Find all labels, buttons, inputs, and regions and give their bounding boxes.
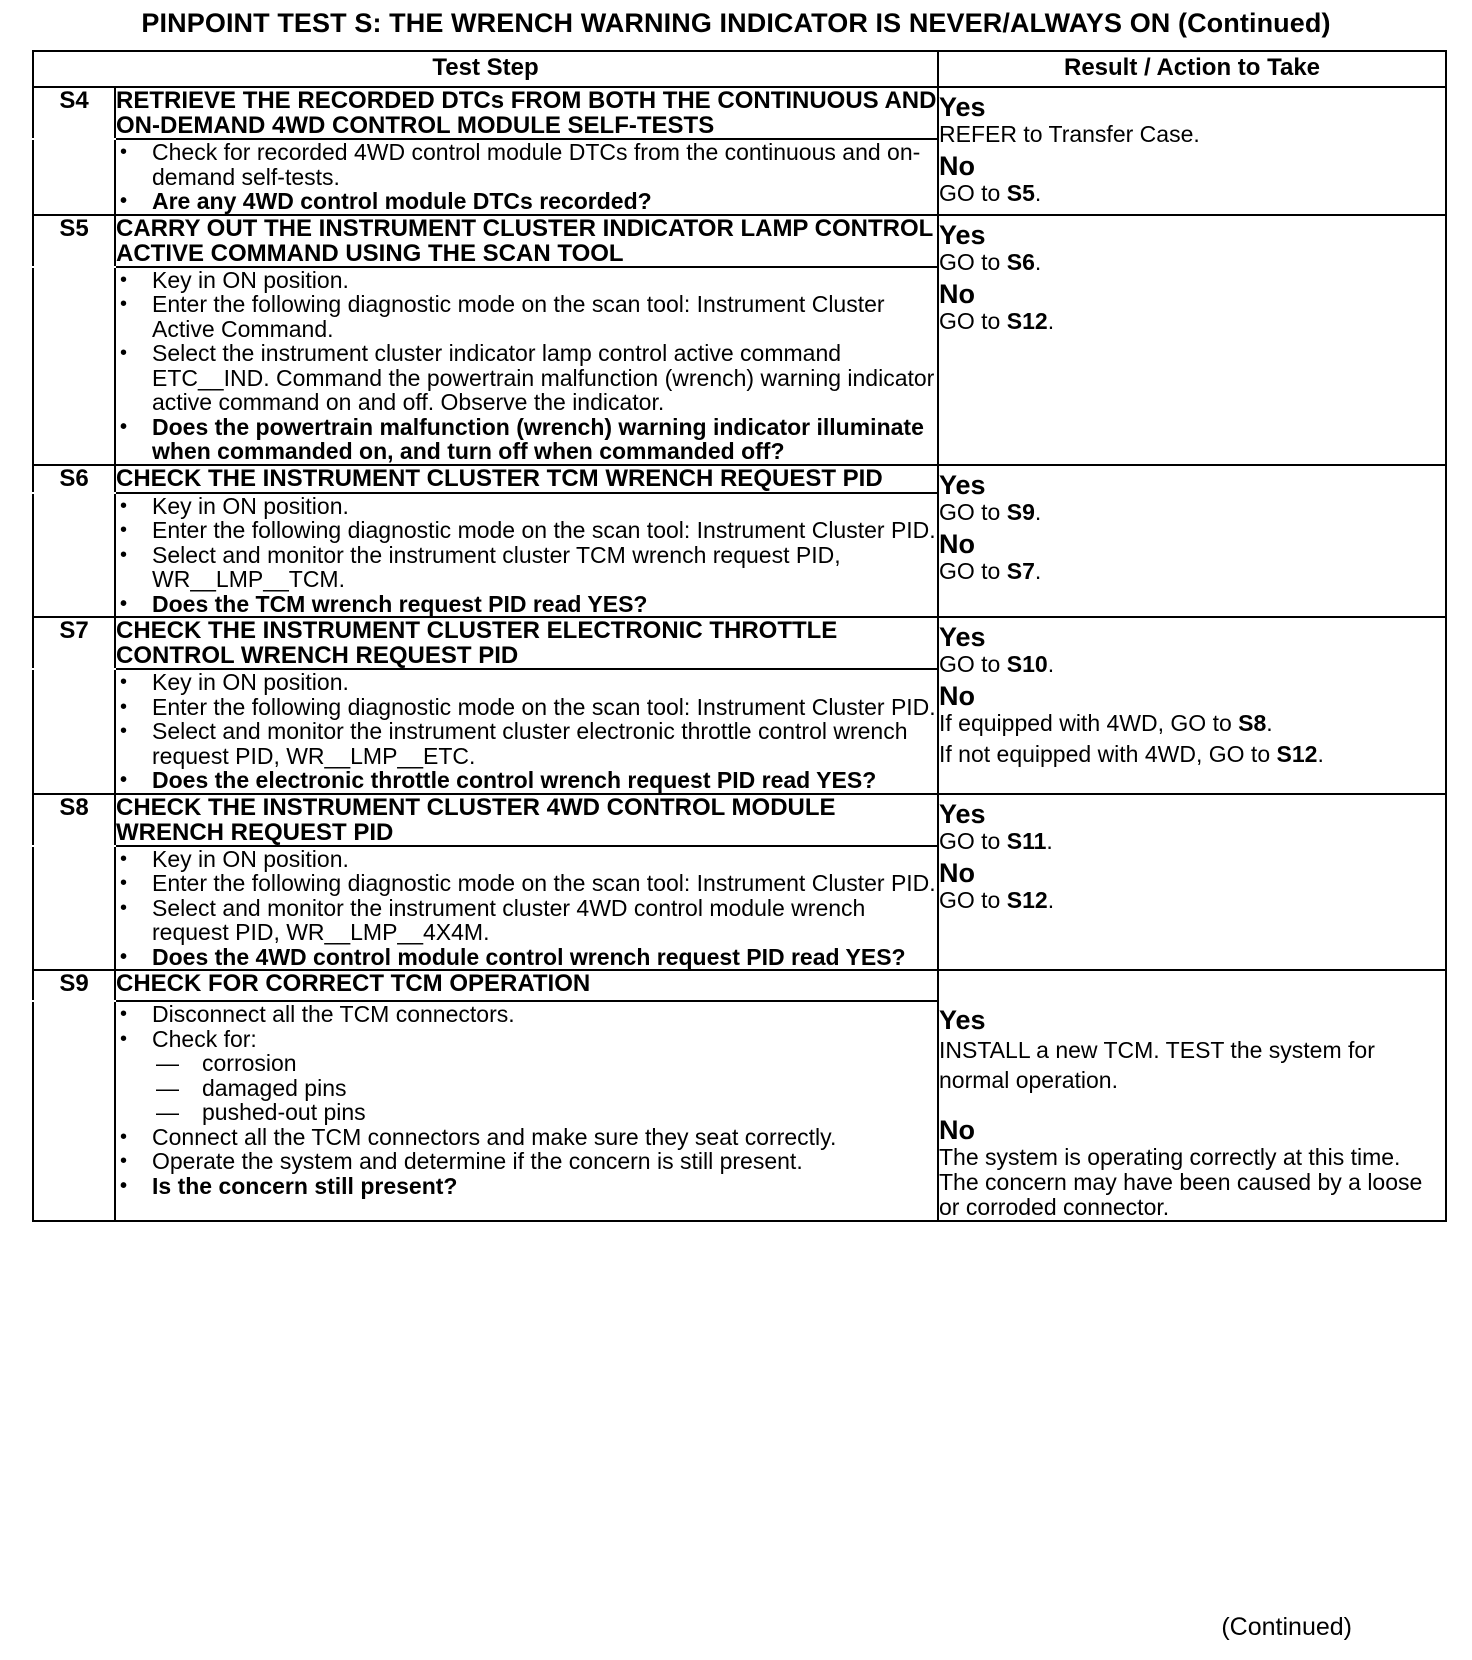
yes-action: GO to S10. [939,651,1055,677]
sub-list-item: — corrosion [156,1050,297,1077]
step-id: S6 [33,465,115,493]
yes-label: Yes [939,622,986,652]
step-title: CARRY OUT THE INSTRUMENT CLUSTER INDICATOR LAMP CONTROL ACTIVE COMMAND USING THE SCAN TOOL [115,215,938,267]
list-item-question: • Is the concern still present? [120,1172,458,1199]
step-title-row [33,215,1446,267]
no-label: No [939,681,975,711]
list-item: • Enter the following diagnostic mode on the scan tool: Instrument Cluster PID. [120,693,936,720]
step-title: CHECK THE INSTRUMENT CLUSTER TCM WRENCH REQUEST PID [115,465,938,493]
step-title-row [33,465,1446,493]
continued-footer: (Continued) [1221,1613,1352,1641]
pinpoint-test-table [32,50,1447,1222]
list-item: • Operate the system and determine if the concern is still present. [120,1148,803,1175]
step-title: CHECK THE INSTRUMENT CLUSTER 4WD CONTROL MODULE WRENCH REQUEST PID [115,794,938,846]
yes-label: Yes [939,219,986,250]
list-item-question: • Does the TCM wrench request PID read YES? [120,590,648,617]
no-action-no-4wd: If not equipped with 4WD, GO to S12. [939,741,1324,767]
step-title-row [33,617,1446,669]
yes-label: Yes [939,1005,986,1035]
list-item: • Key in ON position. [120,845,349,872]
no-action: GO to S12. [939,307,1055,334]
list-item: • Enter the following diagnostic mode on the scan tool: Instrument Cluster PID. [120,870,936,896]
list-item-question: • Does the 4WD control module control wrench request PID read YES? [120,943,906,970]
step-title-row [33,794,1446,846]
header-result: Result / Action to Take [938,51,1446,87]
step-result [938,465,1446,618]
step-body [115,267,938,465]
step-id: S8 [33,794,115,846]
list-item-question: • Does the powertrain malfunction (wrench) warning indicator illuminate when commanded on, and turn off when commanded off? [120,413,924,464]
yes-action: GO to S9. [939,498,1042,525]
list-item: • Key in ON position. [120,266,349,293]
list-item: • Select and monitor the instrument cluster electronic throttle control wrench request PID, WR__LMP__ETC. [120,718,908,769]
yes-label: Yes [939,469,986,500]
step-result [938,970,1446,1221]
page-title: PINPOINT TEST S: THE WRENCH WARNING INDICATOR IS NEVER/ALWAYS ON (Continued) [141,8,1331,38]
yes-label: Yes [939,798,986,829]
no-action: The system is operating correctly at this time. The concern may have been caused by a loose or corroded connector. [939,1144,1423,1220]
yes-action: GO to S11. [939,827,1053,854]
header-test-step: Test Step [33,51,938,87]
list-item: • Connect all the TCM connectors and make sure they seat correctly. [120,1123,837,1150]
step-title: CHECK FOR CORRECT TCM OPERATION [115,970,938,1001]
step-result [938,215,1446,465]
no-label: No [939,857,975,888]
yes-label: Yes [939,92,986,122]
table-header-row [33,51,1446,87]
list-item: • Disconnect all the TCM connectors. [120,1001,515,1028]
step-id: S5 [33,215,115,267]
no-action: GO to S5. [939,180,1042,206]
step-body [115,1001,938,1221]
yes-action: INSTALL a new TCM. TEST the system for normal operation. [939,1037,1375,1093]
list-item-question: • Are any 4WD control module DTCs recorded? [120,188,652,214]
step-id: S7 [33,617,115,669]
list-item: • Check for recorded 4WD control module DTCs from the continuous and on-demand self-tests. [120,139,921,190]
step-result [938,617,1446,794]
step-body [115,846,938,971]
no-label: No [939,151,975,181]
step-body [115,139,938,215]
list-item: • Select and monitor the instrument cluster 4WD control module wrench request PID, WR__LMP__4X4M. [120,894,866,945]
no-label: No [939,1115,975,1145]
no-label: No [939,528,975,559]
yes-action: GO to S6. [939,248,1042,275]
step-title: CHECK THE INSTRUMENT CLUSTER ELECTRONIC THROTTLE CONTROL WRENCH REQUEST PID [115,617,938,669]
step-id: S4 [33,87,115,139]
step-title-row [33,87,1446,139]
no-action-4wd: If equipped with 4WD, GO to S8. [939,710,1273,736]
step-id: S9 [33,970,115,1001]
step-result [938,794,1446,971]
list-item: • Key in ON position. [120,492,349,519]
step-body [115,493,938,618]
step-result [938,87,1446,215]
sub-list-item: — pushed-out pins [156,1099,366,1126]
list-item: • Select and monitor the instrument cluster TCM wrench request PID, WR__LMP__TCM. [120,541,841,592]
list-item: • Check for: — corrosion — damaged pins — pushed-out pins [116,1027,937,1125]
yes-action: REFER to Transfer Case. [939,121,1200,147]
list-item: • Enter the following diagnostic mode on the scan tool: Instrument Cluster PID. [120,517,936,543]
list-item-question: • Does the electronic throttle control wrench request PID read YES? [120,767,877,793]
list-item: • Select the instrument cluster indicator lamp control active command ETC__IND. Command the powertrain malfunction (wrench) warning indicator active command on and off. Observe the indicator. [120,340,935,415]
step-title-row [33,970,1446,1001]
sub-list-item: — damaged pins [156,1074,347,1101]
sub-list [152,1051,937,1125]
list-item: • Key in ON position. [120,669,349,695]
step-title: RETRIEVE THE RECORDED DTCs FROM BOTH THE CONTINUOUS AND ON-DEMAND 4WD CONTROL MODULE SELF-TESTS [116,87,937,139]
list-item: • Enter the following diagnostic mode on the scan tool: Instrument Cluster Active Command. [120,291,885,342]
step-body [115,669,938,794]
no-action: GO to S7. [939,557,1042,584]
no-label: No [939,278,975,309]
no-action: GO to S12. [939,886,1055,913]
